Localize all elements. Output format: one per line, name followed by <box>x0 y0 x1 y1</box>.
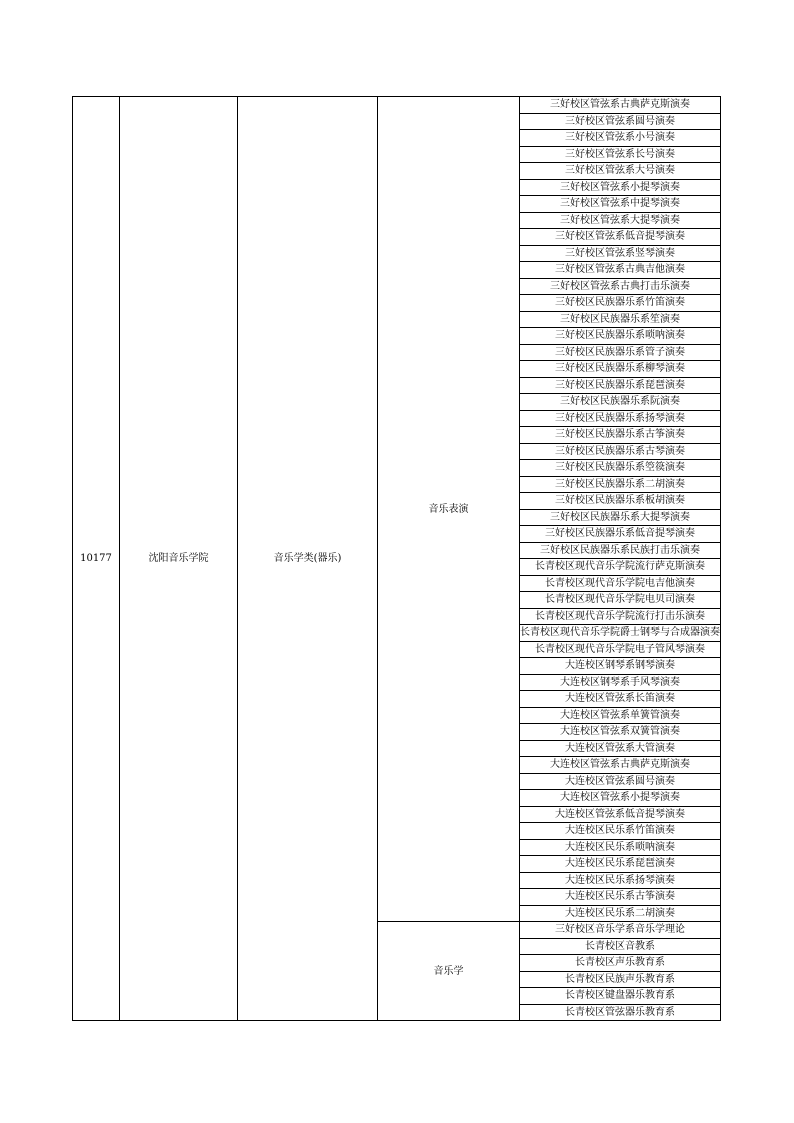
direction-cell: 三好校区民族器乐系箜篌演奏 <box>520 460 721 477</box>
direction-cell: 大连校区民乐系二胡演奏 <box>520 905 721 922</box>
direction-cell: 大连校区管弦系长笛演奏 <box>520 691 721 708</box>
direction-cell: 大连校区管弦系双簧管演奏 <box>520 724 721 741</box>
direction-cell: 三好校区管弦系低音提琴演奏 <box>520 229 721 246</box>
direction-cell: 三好校区民族器乐系扬琴演奏 <box>520 410 721 427</box>
direction-cell: 长青校区键盘器乐教育系 <box>520 988 721 1005</box>
direction-cell: 三好校区管弦系圆号演奏 <box>520 113 721 130</box>
direction-cell: 大连校区民乐系琵琶演奏 <box>520 856 721 873</box>
direction-cell: 三好校区管弦系古典吉他演奏 <box>520 262 721 279</box>
direction-cell: 大连校区管弦系圆号演奏 <box>520 773 721 790</box>
direction-cell: 三好校区民族器乐系竹笛演奏 <box>520 295 721 312</box>
direction-cell: 三好校区管弦系古典萨克斯演奏 <box>520 97 721 114</box>
table-row <box>73 97 721 114</box>
direction-cell: 三好校区民族器乐系管子演奏 <box>520 344 721 361</box>
direction-cell: 长青校区现代音乐学院电贝司演奏 <box>520 592 721 609</box>
code-cell: 10177 <box>73 97 120 1021</box>
direction-cell: 三好校区管弦系小号演奏 <box>520 130 721 147</box>
direction-cell: 大连校区管弦系古典萨克斯演奏 <box>520 757 721 774</box>
direction-cell: 三好校区管弦系古典打击乐演奏 <box>520 278 721 295</box>
direction-cell: 长青校区音教系 <box>520 938 721 955</box>
direction-cell: 大连校区管弦系单簧管演奏 <box>520 707 721 724</box>
direction-cell: 大连校区民乐系唢呐演奏 <box>520 839 721 856</box>
direction-cell: 三好校区民族器乐系二胡演奏 <box>520 476 721 493</box>
direction-cell: 大连校区民乐系古筝演奏 <box>520 889 721 906</box>
direction-cell: 长青校区现代音乐学院流行打击乐演奏 <box>520 608 721 625</box>
direction-cell: 三好校区民族器乐系民族打击乐演奏 <box>520 542 721 559</box>
category-cell: 音乐学类(器乐) <box>238 97 378 1021</box>
direction-cell: 三好校区民族器乐系低音提琴演奏 <box>520 526 721 543</box>
direction-cell: 三好校区民族器乐系板胡演奏 <box>520 493 721 510</box>
direction-cell: 长青校区现代音乐学院电吉他演奏 <box>520 575 721 592</box>
direction-cell: 三好校区民族器乐系柳琴演奏 <box>520 361 721 378</box>
direction-cell: 三好校区管弦系中提琴演奏 <box>520 196 721 213</box>
direction-cell: 三好校区管弦系小提琴演奏 <box>520 179 721 196</box>
direction-cell: 大连校区钢琴系钢琴演奏 <box>520 658 721 675</box>
direction-cell: 长青校区现代音乐学院电子管风琴演奏 <box>520 641 721 658</box>
school-name-cell: 沈阳音乐学院 <box>120 97 238 1021</box>
direction-cell: 大连校区民乐系竹笛演奏 <box>520 823 721 840</box>
table-body <box>73 97 721 1021</box>
direction-cell: 三好校区管弦系大提琴演奏 <box>520 212 721 229</box>
direction-cell: 长青校区声乐教育系 <box>520 955 721 972</box>
direction-cell: 大连校区管弦系大管演奏 <box>520 740 721 757</box>
direction-cell: 三好校区民族器乐系琵琶演奏 <box>520 377 721 394</box>
direction-cell: 三好校区民族器乐系笙演奏 <box>520 311 721 328</box>
direction-cell: 长青校区民族声乐教育系 <box>520 971 721 988</box>
direction-cell: 长青校区现代音乐学院爵士钢琴与合成器演奏 <box>520 625 721 642</box>
direction-cell: 三好校区管弦系大号演奏 <box>520 163 721 180</box>
direction-cell: 三好校区管弦系长号演奏 <box>520 146 721 163</box>
direction-cell: 三好校区音乐学系音乐学理论 <box>520 922 721 939</box>
direction-cell: 三好校区民族器乐系古筝演奏 <box>520 427 721 444</box>
direction-cell: 大连校区民乐系扬琴演奏 <box>520 872 721 889</box>
direction-cell: 三好校区民族器乐系古琴演奏 <box>520 443 721 460</box>
direction-cell: 三好校区民族器乐系阮演奏 <box>520 394 721 411</box>
direction-cell: 大连校区管弦系低音提琴演奏 <box>520 806 721 823</box>
admissions-table <box>72 96 721 1021</box>
major-cell: 音乐表演 <box>378 97 520 922</box>
direction-cell: 长青校区管弦器乐教育系 <box>520 1004 721 1021</box>
direction-cell: 三好校区民族器乐系大提琴演奏 <box>520 509 721 526</box>
direction-cell: 大连校区管弦系小提琴演奏 <box>520 790 721 807</box>
direction-cell: 三好校区民族器乐系唢呐演奏 <box>520 328 721 345</box>
direction-cell: 大连校区钢琴系手风琴演奏 <box>520 674 721 691</box>
direction-cell: 长青校区现代音乐学院流行萨克斯演奏 <box>520 559 721 576</box>
major-cell: 音乐学 <box>378 922 520 1021</box>
direction-cell: 三好校区管弦系竖琴演奏 <box>520 245 721 262</box>
